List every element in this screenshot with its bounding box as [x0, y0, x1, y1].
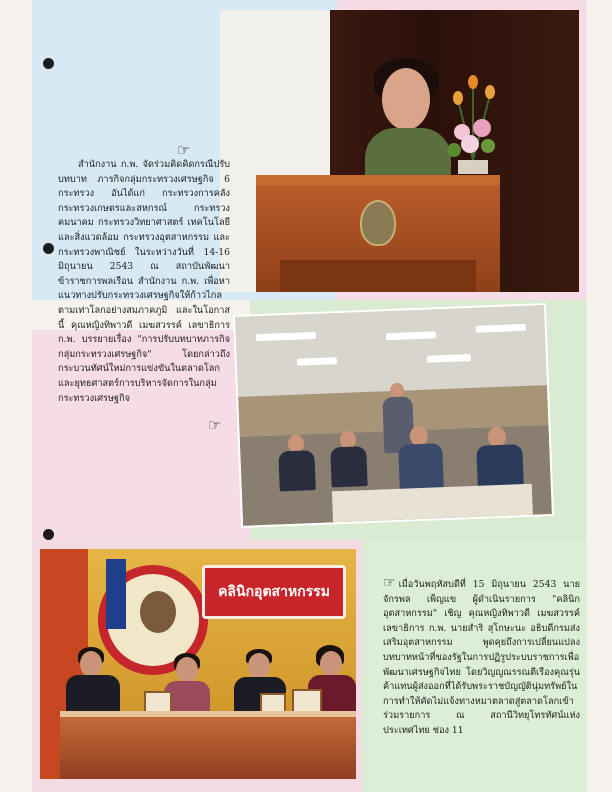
binder-hole: [43, 58, 54, 69]
studio-sign: [202, 565, 346, 619]
photo-speaker-at-podium: [220, 10, 579, 292]
binder-hole: [43, 243, 54, 254]
photo-tv-studio: [40, 549, 356, 779]
paragraph-1-text: สำนักงาน ก.พ. จัดร่วมคิดคิดกรณีปรับบทบาท ภารกิจกลุ่มกระทรวงเศรษฐกิจ 6 กระทรวง อันได้แก่ กระทรวงการคลัง กระทรวงเกษตรและสหกรณ์ กระทรวงคมนาคม กระทรวงวิทยาศาสตร์ เทคโนโลยีและสิ่งแวดล้อม กระทรวงอุตสาหกรรม และกระทรวงพาณิชย์ ในระหว่างวันที่ 14-16 มิถุนายน 2543 ณ สถาบันพัฒนาข้าราชการพลเรือน สำนักงาน ก.พ. เพื่อหาแนวทางปรับกระทรวงเศรษฐกิจให้ก้าวไกลตามเท่าโลกอย่างสมภาคภูมิ และในโอกาสนี้ คุณหญิงทิพาวดี เมฆสวรรค์ เลขาธิการ ก.พ. บรรยายเรื่อง "การปรับบทบาทภารกิจกลุ่มกระทรวงเศรษฐกิจ" โดยกล่าวถึงกระบวนทัศน์ใหม่การแข่งขันในตลาดโลกและยุทธศาสตร์การบริหารจัดการในกลุ่มกระทรวงเศรษฐกิจ: [58, 159, 230, 404]
studio-sign-text: คลินิกอุตสาหกรรม: [218, 584, 330, 600]
binder-hole: [43, 529, 54, 540]
paragraph-2: [383, 576, 580, 739]
pointing-hand-icon: ☞: [383, 575, 396, 591]
pointing-hand-icon: ☞: [208, 416, 222, 434]
podium-emblem-icon: [360, 200, 396, 246]
photo-conference-room: [235, 305, 552, 526]
pointing-hand-icon: ☞: [177, 141, 191, 159]
paragraph-1: [58, 158, 230, 406]
paragraph-2-text: เมื่อวันพฤหัสบดีที่ 15 มิถุนายน 2543 นายจักรพล เพ็ญแข ผู้ดำเนินรายการ "คลินิกอุตสาหกรรม" เชิญ คุณหญิงทิพาวดี เมฆสวรรค์ เลขาธิการ ก.พ. นายสำริ สุโกษะนะ อธิบดีกรมส่งเสริมอุตสาหกรรม พูดคุยถึงการเปลี่ยนแปลงบทบาทหน้าที่ของรัฐในการปฏิรูประบบราชการเพื่อพัฒนาเศรษฐกิจไทย โดยวิญญูณรรณตีเรืองคุณรุ่นค้าแทนผู้ส่งออกที่ได้รับพระราชบัญญัตินุ่มทรัพย์ในการทำให้คัดไม่แจ้งทางหมาตลาดสู่ตลาดโลกเข้าร่วมรายการ ณ สถานีวิทยุโทรทัศน์แห่งประเทศไทย ช่อง 11: [383, 579, 580, 736]
